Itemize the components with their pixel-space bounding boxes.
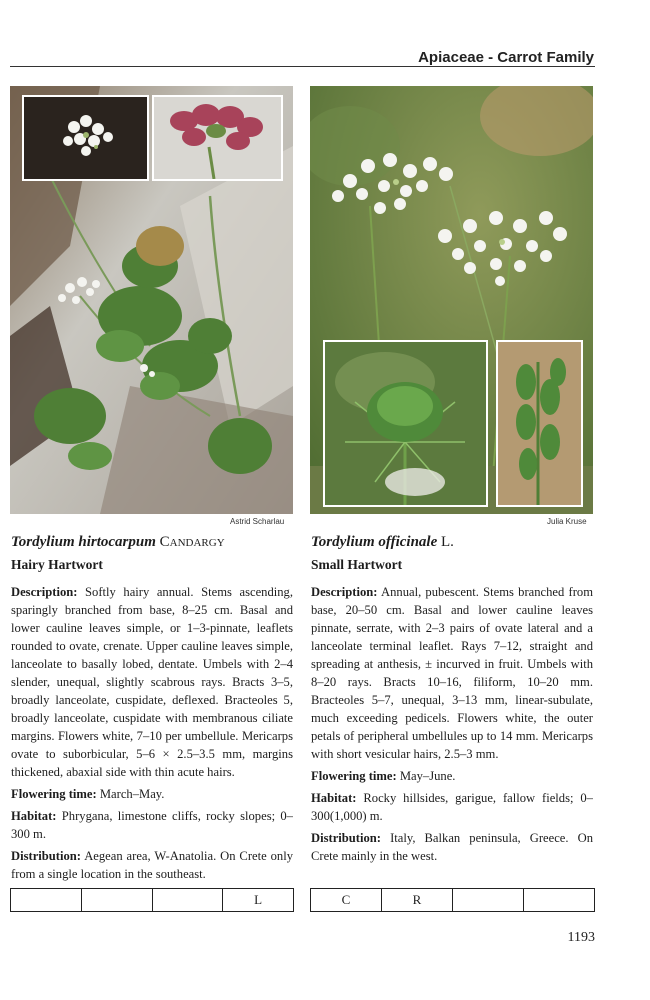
distribution-text: Aegean area, W-Anatolia. On Crete only from a single location in the southeast. — [11, 849, 293, 881]
species-name-left — [11, 533, 293, 552]
flowering-paragraph — [11, 785, 293, 803]
authority: L. — [441, 534, 454, 550]
distribution-paragraph — [11, 847, 293, 883]
distribution-label: Distribution: — [311, 831, 381, 845]
inset-fruit-closeup — [152, 95, 283, 181]
common-name: Hairy Hartwort — [11, 557, 103, 572]
habitat-text: Rocky hillsides, garigue, fallow fields; 0–300(1,000) m. — [311, 791, 593, 823]
strip-cell: L — [254, 892, 263, 907]
strip-cell — [11, 889, 82, 911]
habitat-text: Phrygana, limestone cliffs, rocky slopes; 0–300 m. — [11, 809, 293, 841]
description-text: Annual, pubescent. Stems branched from base, 20–50 cm. Basal and lower cauline leaves pinnate, serrate, with 2–3 pairs of ovate lateral and a lanceolate terminal leaflet. Rays 7–12, straight and spreading at anthesis, ± incurved in fruit. Umbels with 8–20 rays. Bracts 10–16, filiform, 10–20 mm. Bracteoles 5–7, unequal, 3–13 mm, linear-subulate, much exceeding pedicels. Flowers white, the outer petals of peripheral umbellules up to 14 mm. Mericarps with short vesicular hairs, 2.5–3 mm. — [311, 585, 593, 761]
habitat-label: Habitat: — [311, 791, 357, 805]
region-strip-right — [310, 888, 595, 912]
habitat-paragraph — [11, 807, 293, 843]
flowering-text: May–June. — [399, 769, 456, 783]
description-paragraph — [311, 583, 593, 763]
description-paragraph — [11, 583, 293, 781]
description-text: Softly hairy annual. Stems ascending, sparingly branched from base, 8–25 cm. Basal and lower cauline leaves simple, or 1–3-pinnate, leaflets rounded to ovate, crenate. Upper cauline leaves simple, lanceolate to basally lobed, dentate. Umbels with 2–4 slender, unequal, slightly scabrous rays. Bracts 3–5, broadly lanceolate, cuspidate, deflexed. Bracteoles 5, broadly lanceolate, cuspidate with membranous ciliate margins. Flowers white, 7–10 per umbellule. Mericarps ovate to suborbicular, 5–6 × 2.5–3.5 mm, margins thickened, abaxial side with thin acute hairs. — [11, 585, 293, 779]
family-header: Apiaceae - Carrot Family — [418, 49, 594, 66]
habitat-paragraph — [311, 789, 593, 825]
description-label: Description: — [11, 585, 78, 599]
description-label: Description: — [311, 585, 378, 599]
distribution-paragraph — [311, 829, 593, 865]
distribution-text: Italy, Balkan peninsula, Greece. On Crete mainly in the west. — [311, 831, 594, 863]
inset-leaf — [496, 340, 583, 507]
species-entry-left — [11, 533, 293, 887]
photo-credit-left: Astrid Scharlau — [230, 517, 285, 526]
flowering-label: Flowering time: — [311, 769, 397, 783]
flowering-text: March–May. — [99, 787, 165, 801]
strip-cell: C — [311, 889, 382, 911]
scientific-name: Tordylium officinale — [311, 534, 438, 550]
strip-cell: R — [382, 889, 453, 911]
flowering-label: Flowering time: — [11, 787, 97, 801]
page-number: 1193 — [567, 930, 595, 945]
header-rule — [10, 66, 595, 67]
distribution-label: Distribution: — [11, 849, 81, 863]
strip-cell — [453, 889, 524, 911]
photo-credit-right: Julia Kruse — [547, 517, 587, 526]
region-strip-left — [10, 888, 294, 912]
strip-cell — [153, 889, 224, 911]
inset-fruiting-umbel — [323, 340, 488, 507]
authority: Candargy — [159, 534, 225, 550]
scientific-name: Tordylium hirtocarpum — [11, 534, 156, 550]
common-name: Small Hartwort — [311, 557, 403, 572]
strip-cell — [524, 889, 594, 911]
species-name-right — [311, 533, 593, 552]
species-entry-right — [311, 533, 593, 869]
inset-flower-closeup — [22, 95, 149, 181]
strip-cell — [82, 889, 153, 911]
habitat-label: Habitat: — [11, 809, 57, 823]
flowering-paragraph — [311, 767, 593, 785]
